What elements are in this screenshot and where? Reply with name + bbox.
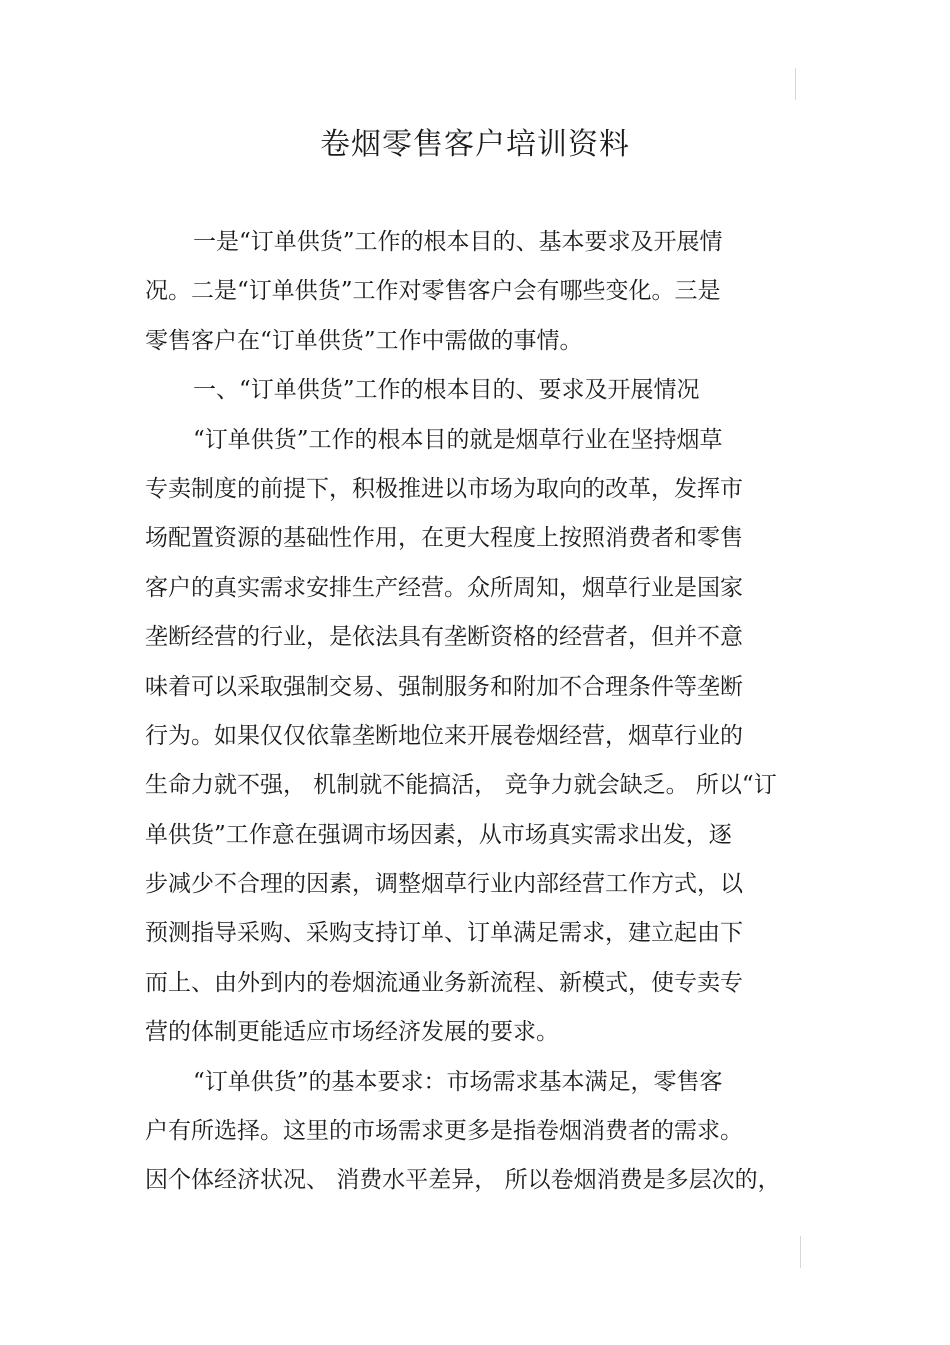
document-body — [145, 218, 805, 1206]
paragraph-line: 生命力就不强， 机制就不能搞活， 竞争力就会缺乏。 所以“订 — [145, 772, 777, 799]
paragraph-line: 垄断经营的行业，是依法具有垄断资格的经营者，但并不意 — [145, 624, 743, 651]
paragraph-line: 客户的真实需求安排生产经营。众所周知，烟草行业是国家 — [145, 574, 743, 601]
section-heading: 一、“订单供货”工作的根本目的、要求及开展情况 — [193, 377, 700, 404]
paragraph-line: 专卖制度的前提下，积极推进以市场为取向的改革，发挥市 — [145, 475, 743, 502]
paragraph-line: “订单供货”的基本要求：市场需求基本满足，零售客 — [193, 1068, 723, 1095]
paragraph-line: 而上、由外到内的卷烟流通业务新流程、新模式，使专卖专 — [145, 969, 743, 996]
paragraph-line: 预测指导采购、采购支持订单、订单满足需求，建立起由下 — [145, 920, 743, 947]
paragraph-line: 营的体制更能适应市场经济发展的要求。 — [145, 1019, 559, 1046]
paragraph-line: 零售客户在“订单供货”工作中需做的事情。 — [145, 327, 583, 354]
paragraph-line: 因个体经济状况、 消费水平差异， 所以卷烟消费是多层次的， — [145, 1167, 781, 1194]
paragraph-line: “订单供货”工作的根本目的就是烟草行业在坚持烟草 — [193, 426, 723, 453]
paragraph-line: 单供货”工作意在强调市场因素，从市场真实需求出发，逐 — [145, 821, 732, 848]
paragraph-line: 一是“订单供货”工作的根本目的、基本要求及开展情 — [193, 229, 723, 255]
page-corner-mark-bottom — [800, 1236, 801, 1268]
paragraph-line: 况。二是“订单供货”工作对零售客户会有哪些变化。三是 — [145, 278, 721, 305]
paragraph-line: 户有所选择。这里的市场需求更多是指卷烟消费者的需求。 — [145, 1118, 743, 1145]
paragraph-line: 味着可以采取强制交易、强制服务和附加不合理条件等垄断 — [145, 673, 743, 700]
document-title: 卷烟零售客户培训资料 — [320, 127, 630, 162]
page-corner-mark-top — [795, 68, 796, 100]
paragraph-line: 行为。如果仅仅依靠垄断地位来开展卷烟经营，烟草行业的 — [145, 722, 743, 749]
paragraph-line: 步减少不合理的因素，调整烟草行业内部经营工作方式，以 — [145, 871, 743, 898]
paragraph-line: 场配置资源的基础性作用，在更大程度上按照消费者和零售 — [145, 525, 743, 552]
